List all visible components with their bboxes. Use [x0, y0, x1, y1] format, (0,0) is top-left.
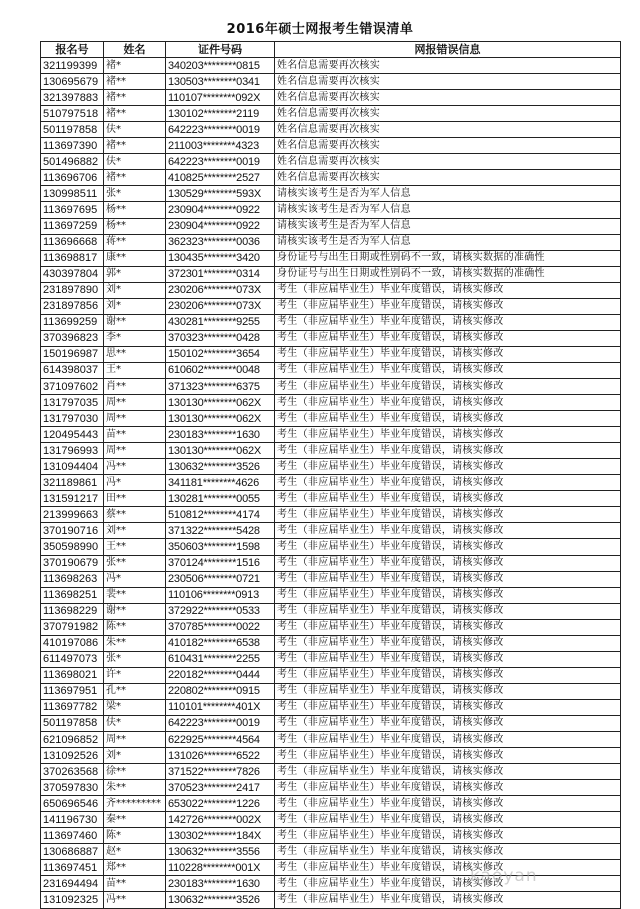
- registration-number-cell: 131797035: [41, 395, 104, 411]
- name-cell: 冯**: [104, 459, 166, 475]
- registration-number-cell: 120495443: [41, 427, 104, 443]
- table-row: [41, 828, 621, 844]
- id-number-cell: 130281********0055: [166, 491, 275, 507]
- table-row: [41, 202, 621, 218]
- registration-number-cell: 231897856: [41, 298, 104, 314]
- id-number-cell: 130130********062X: [166, 395, 275, 411]
- name-cell: 褚**: [104, 74, 166, 90]
- name-cell: 陈*: [104, 828, 166, 844]
- name-cell: 赵*: [104, 844, 166, 860]
- id-number-cell: 220802********0915: [166, 683, 275, 699]
- error-info-cell: 请核实该考生是否为军人信息: [275, 202, 621, 218]
- id-number-cell: 130503********0341: [166, 74, 275, 90]
- table-row: [41, 507, 621, 523]
- name-cell: 张**: [104, 555, 166, 571]
- name-cell: 褚**: [104, 170, 166, 186]
- registration-number-cell: 370791982: [41, 619, 104, 635]
- table-body: [41, 58, 621, 908]
- error-info-cell: 考生（非应届毕业生）毕业年度错误，请核实修改: [275, 330, 621, 346]
- error-info-cell: 考生（非应届毕业生）毕业年度错误，请核实修改: [275, 587, 621, 603]
- registration-number-cell: 113698263: [41, 571, 104, 587]
- id-number-cell: 230904********0922: [166, 218, 275, 234]
- table-row: [41, 346, 621, 362]
- table-row: [41, 378, 621, 394]
- table-row: [41, 619, 621, 635]
- error-info-cell: 考生（非应届毕业生）毕业年度错误，请核实修改: [275, 892, 621, 908]
- id-number-cell: 230506********0721: [166, 571, 275, 587]
- id-number-cell: 211003********4323: [166, 138, 275, 154]
- registration-number-cell: 650696546: [41, 796, 104, 812]
- table-row: [41, 539, 621, 555]
- name-cell: 周**: [104, 443, 166, 459]
- id-number-cell: 110228********001X: [166, 860, 275, 876]
- registration-number-cell: 131797030: [41, 411, 104, 427]
- table-row: [41, 651, 621, 667]
- name-cell: 蒋**: [104, 234, 166, 250]
- table-row: [41, 667, 621, 683]
- name-cell: 冯*: [104, 571, 166, 587]
- id-number-cell: 130529********593X: [166, 186, 275, 202]
- registration-number-cell: 321199399: [41, 58, 104, 74]
- registration-number-cell: 371097602: [41, 378, 104, 394]
- name-cell: 朱**: [104, 780, 166, 796]
- id-number-cell: 110107********092X: [166, 90, 275, 106]
- table-row: [41, 603, 621, 619]
- error-info-cell: 考生（非应届毕业生）毕业年度错误，请核实修改: [275, 844, 621, 860]
- error-info-cell: 考生（非应届毕业生）毕业年度错误，请核实修改: [275, 860, 621, 876]
- registration-number-cell: 113697782: [41, 699, 104, 715]
- table-row: [41, 74, 621, 90]
- error-info-cell: 考生（非应届毕业生）毕业年度错误，请核实修改: [275, 748, 621, 764]
- error-info-cell: 请核实该考生是否为军人信息: [275, 186, 621, 202]
- name-cell: 谢**: [104, 314, 166, 330]
- table-row: [41, 732, 621, 748]
- id-number-cell: 230183********1630: [166, 876, 275, 892]
- name-cell: 裴**: [104, 587, 166, 603]
- table-row: [41, 683, 621, 699]
- error-info-cell: 考生（非应届毕业生）毕业年度错误，请核实修改: [275, 298, 621, 314]
- name-cell: 伕*: [104, 715, 166, 731]
- name-cell: 褚*: [104, 58, 166, 74]
- id-number-cell: 341181********4626: [166, 475, 275, 491]
- id-number-cell: 220182********0444: [166, 667, 275, 683]
- id-number-cell: 642223********0019: [166, 154, 275, 170]
- name-cell: 郑**: [104, 860, 166, 876]
- name-cell: 苗**: [104, 427, 166, 443]
- name-cell: 郭*: [104, 266, 166, 282]
- name-cell: 刘**: [104, 523, 166, 539]
- registration-number-cell: 150196987: [41, 346, 104, 362]
- id-number-cell: 340203********0815: [166, 58, 275, 74]
- error-info-cell: 考生（非应届毕业生）毕业年度错误，请核实修改: [275, 427, 621, 443]
- id-number-cell: 130102********2119: [166, 106, 275, 122]
- id-number-cell: 610602********0048: [166, 362, 275, 378]
- table-row: [41, 459, 621, 475]
- id-number-cell: 642223********0019: [166, 122, 275, 138]
- document-title: 2016年硕士网报考生错误清单: [226, 22, 414, 37]
- name-cell: 康**: [104, 250, 166, 266]
- error-info-cell: 姓名信息需要再次核实: [275, 58, 621, 74]
- id-number-cell: 130435********3420: [166, 250, 275, 266]
- registration-number-cell: 113697460: [41, 828, 104, 844]
- registration-number-cell: 370597830: [41, 780, 104, 796]
- table-row: [41, 122, 621, 138]
- id-number-cell: 230206********073X: [166, 282, 275, 298]
- registration-number-cell: 231694494: [41, 876, 104, 892]
- table-row: [41, 780, 621, 796]
- table-row: [41, 106, 621, 122]
- name-cell: 杨**: [104, 218, 166, 234]
- error-info-cell: 考生（非应届毕业生）毕业年度错误，请核实修改: [275, 571, 621, 587]
- id-number-cell: 370323********0428: [166, 330, 275, 346]
- id-number-cell: 610431********2255: [166, 651, 275, 667]
- error-info-cell: 姓名信息需要再次核实: [275, 154, 621, 170]
- error-info-cell: 考生（非应届毕业生）毕业年度错误，请核实修改: [275, 651, 621, 667]
- id-number-cell: 130632********3526: [166, 459, 275, 475]
- error-info-cell: 考生（非应届毕业生）毕业年度错误，请核实修改: [275, 667, 621, 683]
- registration-number-cell: 141196730: [41, 812, 104, 828]
- registration-number-cell: 113697259: [41, 218, 104, 234]
- registration-number-cell: 113698229: [41, 603, 104, 619]
- name-cell: 谢**: [104, 603, 166, 619]
- id-number-cell: 410825********2527: [166, 170, 275, 186]
- registration-number-cell: 370396823: [41, 330, 104, 346]
- error-info-cell: 请核实该考生是否为军人信息: [275, 218, 621, 234]
- name-cell: 杨**: [104, 202, 166, 218]
- table-row: [41, 427, 621, 443]
- error-info-cell: 考生（非应届毕业生）毕业年度错误，请核实修改: [275, 796, 621, 812]
- table-row: [41, 298, 621, 314]
- header-error-info: 网报错误信息: [275, 42, 621, 58]
- id-number-cell: 372922********0533: [166, 603, 275, 619]
- error-info-cell: 姓名信息需要再次核实: [275, 74, 621, 90]
- error-info-cell: 考生（非应届毕业生）毕业年度错误，请核实修改: [275, 362, 621, 378]
- registration-number-cell: 131796993: [41, 443, 104, 459]
- id-number-cell: 372301********0314: [166, 266, 275, 282]
- id-number-cell: 653022********1226: [166, 796, 275, 812]
- error-info-cell: 考生（非应届毕业生）毕业年度错误，请核实修改: [275, 314, 621, 330]
- name-cell: 冯*: [104, 475, 166, 491]
- registration-number-cell: 113698021: [41, 667, 104, 683]
- name-cell: 秦**: [104, 812, 166, 828]
- error-info-cell: 姓名信息需要再次核实: [275, 106, 621, 122]
- id-number-cell: 130130********062X: [166, 411, 275, 427]
- error-info-cell: 考生（非应届毕业生）毕业年度错误，请核实修改: [275, 603, 621, 619]
- id-number-cell: 142726********002X: [166, 812, 275, 828]
- registration-number-cell: 501197858: [41, 715, 104, 731]
- table-row: [41, 812, 621, 828]
- name-cell: 张*: [104, 651, 166, 667]
- registration-number-cell: 501496882: [41, 154, 104, 170]
- registration-number-cell: 130686887: [41, 844, 104, 860]
- name-cell: 王**: [104, 539, 166, 555]
- name-cell: 李*: [104, 330, 166, 346]
- error-info-cell: 考生（非应届毕业生）毕业年度错误，请核实修改: [275, 523, 621, 539]
- name-cell: 肖**: [104, 378, 166, 394]
- registration-number-cell: 131092325: [41, 892, 104, 908]
- error-info-cell: 考生（非应届毕业生）毕业年度错误，请核实修改: [275, 346, 621, 362]
- id-number-cell: 370523********2417: [166, 780, 275, 796]
- registration-number-cell: 321189861: [41, 475, 104, 491]
- table-row: [41, 699, 621, 715]
- table-row: [41, 138, 621, 154]
- table-row: [41, 892, 621, 908]
- error-info-cell: 身份证号与出生日期或性别码不一致，请核实数据的准确性: [275, 250, 621, 266]
- name-cell: 张*: [104, 186, 166, 202]
- registration-number-cell: 113698251: [41, 587, 104, 603]
- registration-number-cell: 370190679: [41, 555, 104, 571]
- table-row: [41, 250, 621, 266]
- name-cell: 陈**: [104, 619, 166, 635]
- table-row: [41, 186, 621, 202]
- name-cell: 刘*: [104, 282, 166, 298]
- id-number-cell: 230206********073X: [166, 298, 275, 314]
- registration-number-cell: 131094404: [41, 459, 104, 475]
- name-cell: 朱**: [104, 635, 166, 651]
- id-number-cell: 370124********1516: [166, 555, 275, 571]
- error-info-cell: 考生（非应届毕业生）毕业年度错误，请核实修改: [275, 635, 621, 651]
- table-row: [41, 218, 621, 234]
- table-row: [41, 58, 621, 74]
- id-number-cell: 622925********4564: [166, 732, 275, 748]
- error-info-cell: 考生（非应届毕业生）毕业年度错误，请核实修改: [275, 411, 621, 427]
- error-info-cell: 姓名信息需要再次核实: [275, 138, 621, 154]
- table-row: [41, 170, 621, 186]
- name-cell: 周**: [104, 732, 166, 748]
- header-registration-number: 报名号: [41, 42, 104, 58]
- error-info-cell: 考生（非应届毕业生）毕业年度错误，请核实修改: [275, 619, 621, 635]
- table-row: [41, 362, 621, 378]
- name-cell: 褚**: [104, 138, 166, 154]
- registration-number-cell: 321397883: [41, 90, 104, 106]
- name-cell: 周**: [104, 411, 166, 427]
- registration-number-cell: 113698817: [41, 250, 104, 266]
- id-number-cell: 362323********0036: [166, 234, 275, 250]
- name-cell: 褚**: [104, 90, 166, 106]
- error-info-cell: 考生（非应届毕业生）毕业年度错误，请核实修改: [275, 395, 621, 411]
- registration-number-cell: 130998511: [41, 186, 104, 202]
- name-cell: 梁*: [104, 699, 166, 715]
- id-number-cell: 371323********6375: [166, 378, 275, 394]
- registration-number-cell: 131591217: [41, 491, 104, 507]
- table-row: [41, 796, 621, 812]
- registration-number-cell: 370190716: [41, 523, 104, 539]
- name-cell: 冯**: [104, 892, 166, 908]
- name-cell: 孔**: [104, 683, 166, 699]
- header-id-number: 证件号码: [166, 42, 275, 58]
- error-info-cell: 考生（非应届毕业生）毕业年度错误，请核实修改: [275, 812, 621, 828]
- name-cell: 伕*: [104, 154, 166, 170]
- id-number-cell: 110101********401X: [166, 699, 275, 715]
- name-cell: 齐*********: [104, 796, 166, 812]
- registration-number-cell: 113697695: [41, 202, 104, 218]
- registration-number-cell: 113699259: [41, 314, 104, 330]
- registration-number-cell: 113697390: [41, 138, 104, 154]
- name-cell: 刘*: [104, 748, 166, 764]
- error-info-cell: 考生（非应届毕业生）毕业年度错误，请核实修改: [275, 828, 621, 844]
- name-cell: 褚**: [104, 106, 166, 122]
- table-row: [41, 154, 621, 170]
- error-info-cell: 考生（非应届毕业生）毕业年度错误，请核实修改: [275, 378, 621, 394]
- name-cell: 王*: [104, 362, 166, 378]
- error-info-cell: 考生（非应届毕业生）毕业年度错误，请核实修改: [275, 715, 621, 731]
- error-info-cell: 考生（非应届毕业生）毕业年度错误，请核实修改: [275, 491, 621, 507]
- registration-number-cell: 130695679: [41, 74, 104, 90]
- error-info-cell: 身份证号与出生日期或性别码不一致，请核实数据的准确性: [275, 266, 621, 282]
- table-row: [41, 234, 621, 250]
- name-cell: 刘*: [104, 298, 166, 314]
- table-row: [41, 90, 621, 106]
- registration-number-cell: 231897890: [41, 282, 104, 298]
- registration-number-cell: 410197086: [41, 635, 104, 651]
- registration-number-cell: 350598990: [41, 539, 104, 555]
- table-row: [41, 715, 621, 731]
- error-info-cell: 姓名信息需要再次核实: [275, 170, 621, 186]
- id-number-cell: 130632********3556: [166, 844, 275, 860]
- error-info-cell: 考生（非应届毕业生）毕业年度错误，请核实修改: [275, 780, 621, 796]
- error-info-cell: 考生（非应届毕业生）毕业年度错误，请核实修改: [275, 732, 621, 748]
- registration-number-cell: 510797518: [41, 106, 104, 122]
- registration-number-cell: 131092526: [41, 748, 104, 764]
- error-info-cell: 考生（非应届毕业生）毕业年度错误，请核实修改: [275, 443, 621, 459]
- error-info-cell: 考生（非应届毕业生）毕业年度错误，请核实修改: [275, 475, 621, 491]
- registration-number-cell: 501197858: [41, 122, 104, 138]
- table-row: [41, 475, 621, 491]
- table-row: [41, 587, 621, 603]
- error-info-cell: 考生（非应届毕业生）毕业年度错误，请核实修改: [275, 555, 621, 571]
- id-number-cell: 150102********3654: [166, 346, 275, 362]
- table-row: [41, 844, 621, 860]
- error-info-cell: 请核实该考生是否为军人信息: [275, 234, 621, 250]
- error-info-cell: 考生（非应届毕业生）毕业年度错误，请核实修改: [275, 459, 621, 475]
- error-info-cell: 考生（非应届毕业生）毕业年度错误，请核实修改: [275, 539, 621, 555]
- table-row: [41, 282, 621, 298]
- registration-number-cell: 113696706: [41, 170, 104, 186]
- table-row: [41, 395, 621, 411]
- id-number-cell: 350603********1598: [166, 539, 275, 555]
- name-cell: 田**: [104, 491, 166, 507]
- table-row: [41, 764, 621, 780]
- id-number-cell: 430281********9255: [166, 314, 275, 330]
- id-number-cell: 510812********4174: [166, 507, 275, 523]
- id-number-cell: 131026********6522: [166, 748, 275, 764]
- table-row: [41, 748, 621, 764]
- table-row: [41, 443, 621, 459]
- watermark: kaoyan: [470, 866, 538, 886]
- id-number-cell: 642223********0019: [166, 715, 275, 731]
- error-info-cell: 考生（非应届毕业生）毕业年度错误，请核实修改: [275, 683, 621, 699]
- id-number-cell: 370785********0022: [166, 619, 275, 635]
- name-cell: 蔡**: [104, 507, 166, 523]
- error-list-table: [40, 41, 621, 909]
- id-number-cell: 410182********6538: [166, 635, 275, 651]
- error-info-cell: 姓名信息需要再次核实: [275, 122, 621, 138]
- table-row: [41, 266, 621, 282]
- table-row: [41, 330, 621, 346]
- table-row: [41, 411, 621, 427]
- registration-number-cell: 370263568: [41, 764, 104, 780]
- registration-number-cell: 611497073: [41, 651, 104, 667]
- name-cell: 周**: [104, 395, 166, 411]
- registration-number-cell: 213999663: [41, 507, 104, 523]
- id-number-cell: 130130********062X: [166, 443, 275, 459]
- table-row: [41, 571, 621, 587]
- id-number-cell: 371522********7826: [166, 764, 275, 780]
- table-header-row: [41, 42, 621, 58]
- id-number-cell: 230904********0922: [166, 202, 275, 218]
- registration-number-cell: 113697951: [41, 683, 104, 699]
- error-info-cell: 考生（非应届毕业生）毕业年度错误，请核实修改: [275, 507, 621, 523]
- name-cell: 思**: [104, 346, 166, 362]
- id-number-cell: 110106********0913: [166, 587, 275, 603]
- error-info-cell: 考生（非应届毕业生）毕业年度错误，请核实修改: [275, 764, 621, 780]
- id-number-cell: 130632********3526: [166, 892, 275, 908]
- error-info-cell: 考生（非应届毕业生）毕业年度错误，请核实修改: [275, 699, 621, 715]
- id-number-cell: 130302********184X: [166, 828, 275, 844]
- registration-number-cell: 621096852: [41, 732, 104, 748]
- error-info-cell: 姓名信息需要再次核实: [275, 90, 621, 106]
- id-number-cell: 230183********1630: [166, 427, 275, 443]
- table-row: [41, 491, 621, 507]
- registration-number-cell: 113697451: [41, 860, 104, 876]
- error-info-cell: 考生（非应届毕业生）毕业年度错误，请核实修改: [275, 282, 621, 298]
- registration-number-cell: 614398037: [41, 362, 104, 378]
- table-row: [41, 555, 621, 571]
- name-cell: 许*: [104, 667, 166, 683]
- table-row: [41, 523, 621, 539]
- id-number-cell: 371322********5428: [166, 523, 275, 539]
- table-row: [41, 314, 621, 330]
- registration-number-cell: 430397804: [41, 266, 104, 282]
- name-cell: 徐**: [104, 764, 166, 780]
- table-row: [41, 635, 621, 651]
- error-info-cell: 考生（非应届毕业生）毕业年度错误，请核实修改: [275, 876, 621, 892]
- name-cell: 苗**: [104, 876, 166, 892]
- header-name: 姓名: [104, 42, 166, 58]
- registration-number-cell: 113696668: [41, 234, 104, 250]
- name-cell: 伕*: [104, 122, 166, 138]
